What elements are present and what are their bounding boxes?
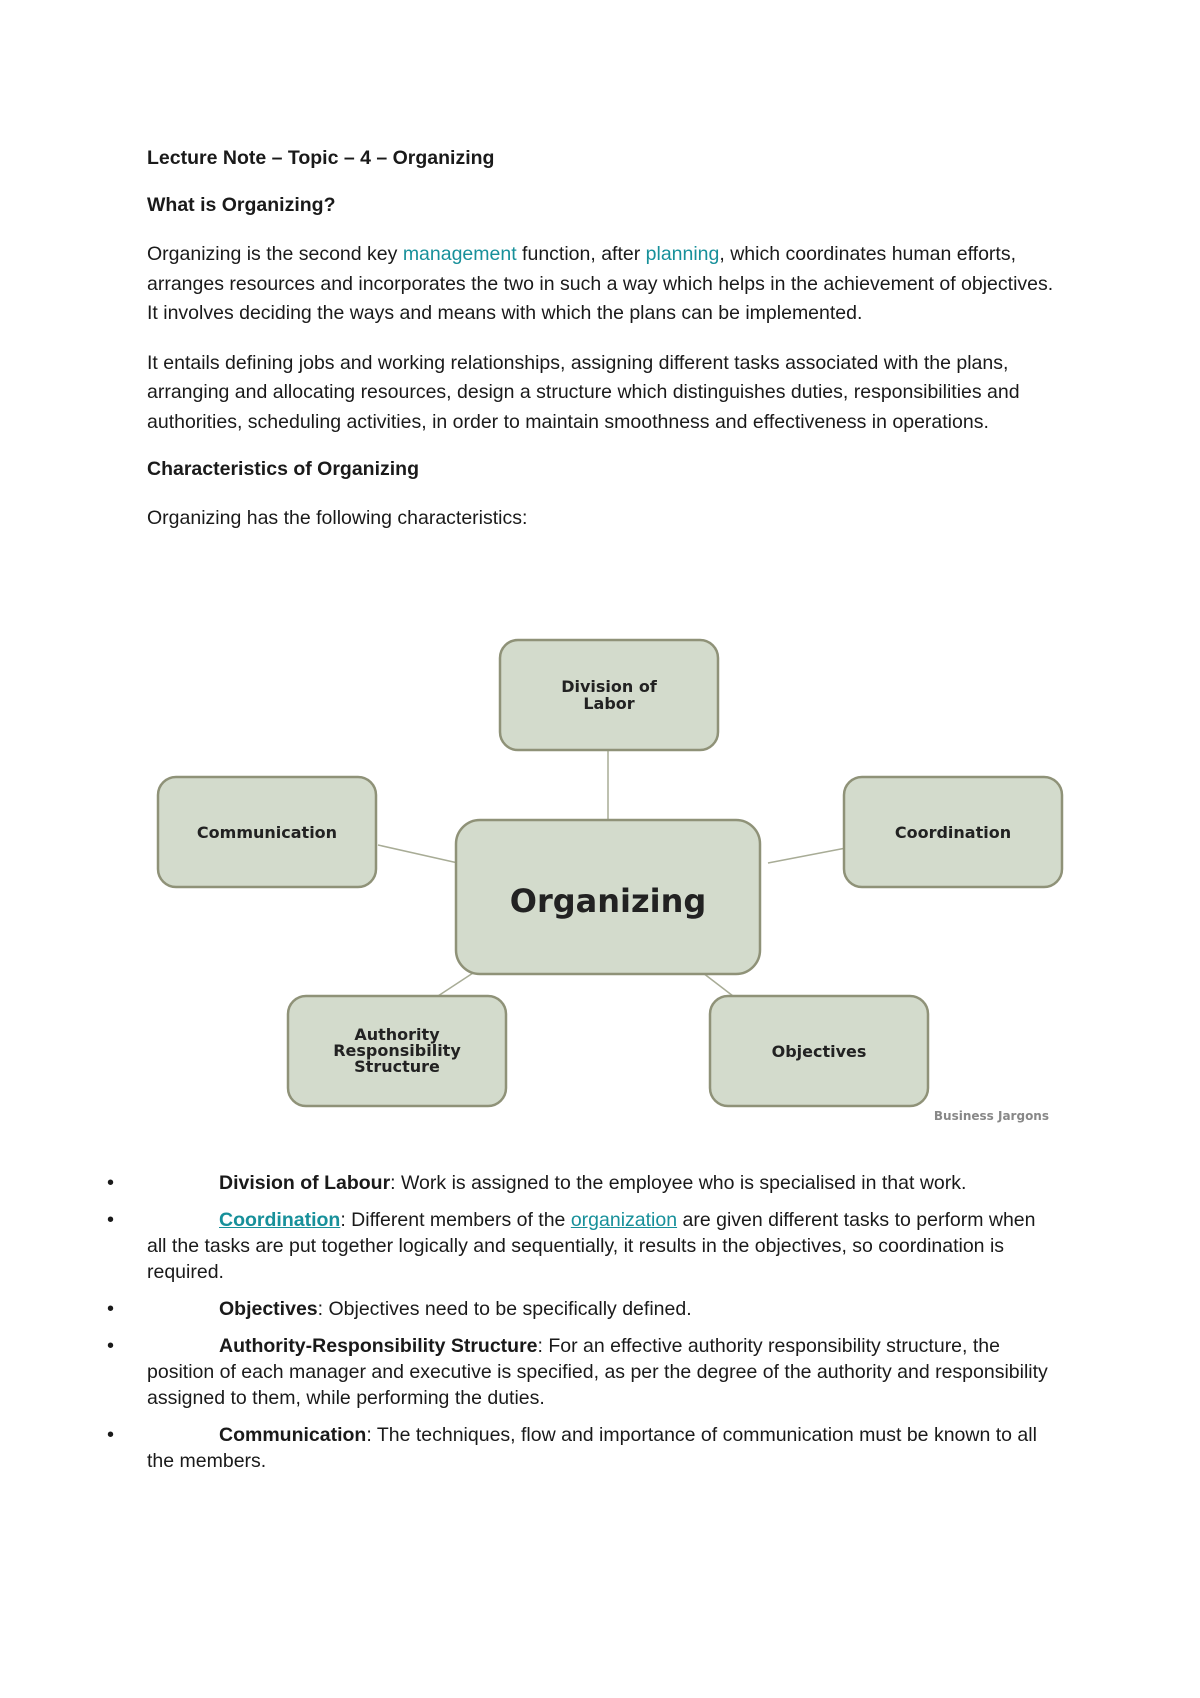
division-of-labor-line2: Labor (583, 694, 635, 713)
list-item (107, 1333, 1057, 1411)
bullet-text: : Objectives need to be specifically defined. (317, 1298, 692, 1320)
bullet-icon: • (107, 1298, 115, 1320)
authority-line3: Structure (354, 1057, 440, 1076)
communication-label: Communication (196, 823, 338, 842)
diagram-canvas (148, 630, 1068, 1130)
planning-link[interactable]: planning (645, 243, 720, 265)
connector-right (768, 848, 846, 863)
list-item (107, 1170, 1057, 1196)
bullet-text: : Work is assigned to the employee who is specialised in that work. (390, 1172, 967, 1194)
bullet-text: : The techniques, flow and importance of communication must be known to all the members. (147, 1424, 1037, 1472)
document-title: Lecture Note – Topic – 4 – Organizing (147, 147, 495, 169)
connector-bottom-left (438, 973, 473, 996)
paragraph-text: function, after (516, 243, 646, 265)
section-heading-what-is-organizing: What is Organizing? (147, 194, 336, 216)
paragraph-text: , which coordinates human efforts, arranges resources and incorporates the two in such a way which helps in the achievement of objectives. It involves deciding the ways and means with which the plans can be implemented. (147, 243, 1054, 324)
paragraph-definition (147, 240, 1067, 329)
connector-left (378, 845, 458, 863)
list-item (107, 1207, 1057, 1285)
bullet-term: Authority-Responsibility Structure (219, 1335, 538, 1357)
coordination-link[interactable]: Coordination (219, 1209, 341, 1231)
box-objectives (710, 996, 928, 1106)
bullet-text: : Different members of the (340, 1209, 571, 1231)
list-item (107, 1296, 1057, 1322)
characteristics-list (107, 1170, 1057, 1485)
connector-bottom-right (703, 973, 733, 996)
box-coordination (844, 777, 1062, 887)
bullet-term: Communication (219, 1424, 367, 1446)
organization-link[interactable]: organization (570, 1209, 678, 1231)
organizing-label: Organizing (509, 882, 707, 920)
bullet-icon: • (107, 1209, 115, 1231)
management-link[interactable]: management (402, 243, 517, 265)
bullet-term: Division of Labour (219, 1172, 391, 1194)
document-body (147, 146, 1067, 554)
division-of-labor-line1: Division of (561, 677, 657, 696)
diagram-credit: Business Jargons (933, 1109, 1049, 1123)
authority-line2: Responsibility (333, 1041, 461, 1060)
objectives-label: Objectives (771, 1042, 867, 1061)
characteristics-intro: Organizing has the following characteristics: (147, 507, 528, 529)
organizing-diagram (148, 630, 1068, 1130)
box-division-of-labor (500, 640, 718, 750)
box-authority-responsibility-structure (288, 996, 506, 1106)
list-item (107, 1422, 1057, 1474)
coordination-label: Coordination (894, 823, 1012, 842)
paragraph-entails: It entails defining jobs and working relationships, assigning different tasks associated with the plans, arranging and allocating resources, design a structure which distinguishes duties, responsibilities and authorities, scheduling activities, in order to maintain smoothness and effectiveness in operations. (147, 351, 1020, 433)
bullet-text: : For an effective authority responsibility structure, the position of each manager and executive is specified, as per the degree of the authority and responsibility assigned to them, while performing the duties. (147, 1335, 1048, 1409)
bullet-icon: • (107, 1172, 115, 1194)
authority-line1: Authority (354, 1025, 440, 1044)
bullet-icon: • (107, 1424, 115, 1446)
paragraph-text: Organizing is the second key (147, 243, 403, 265)
bullet-icon: • (107, 1335, 115, 1357)
box-organizing-center (456, 820, 760, 974)
box-communication (158, 777, 376, 887)
section-heading-characteristics: Characteristics of Organizing (147, 458, 419, 480)
bullet-text: are given different tasks to perform when all the tasks are put together logically and sequentially, it results in the objectives, so coordination is required. (147, 1209, 1036, 1283)
bullet-term: Objectives (219, 1298, 318, 1320)
